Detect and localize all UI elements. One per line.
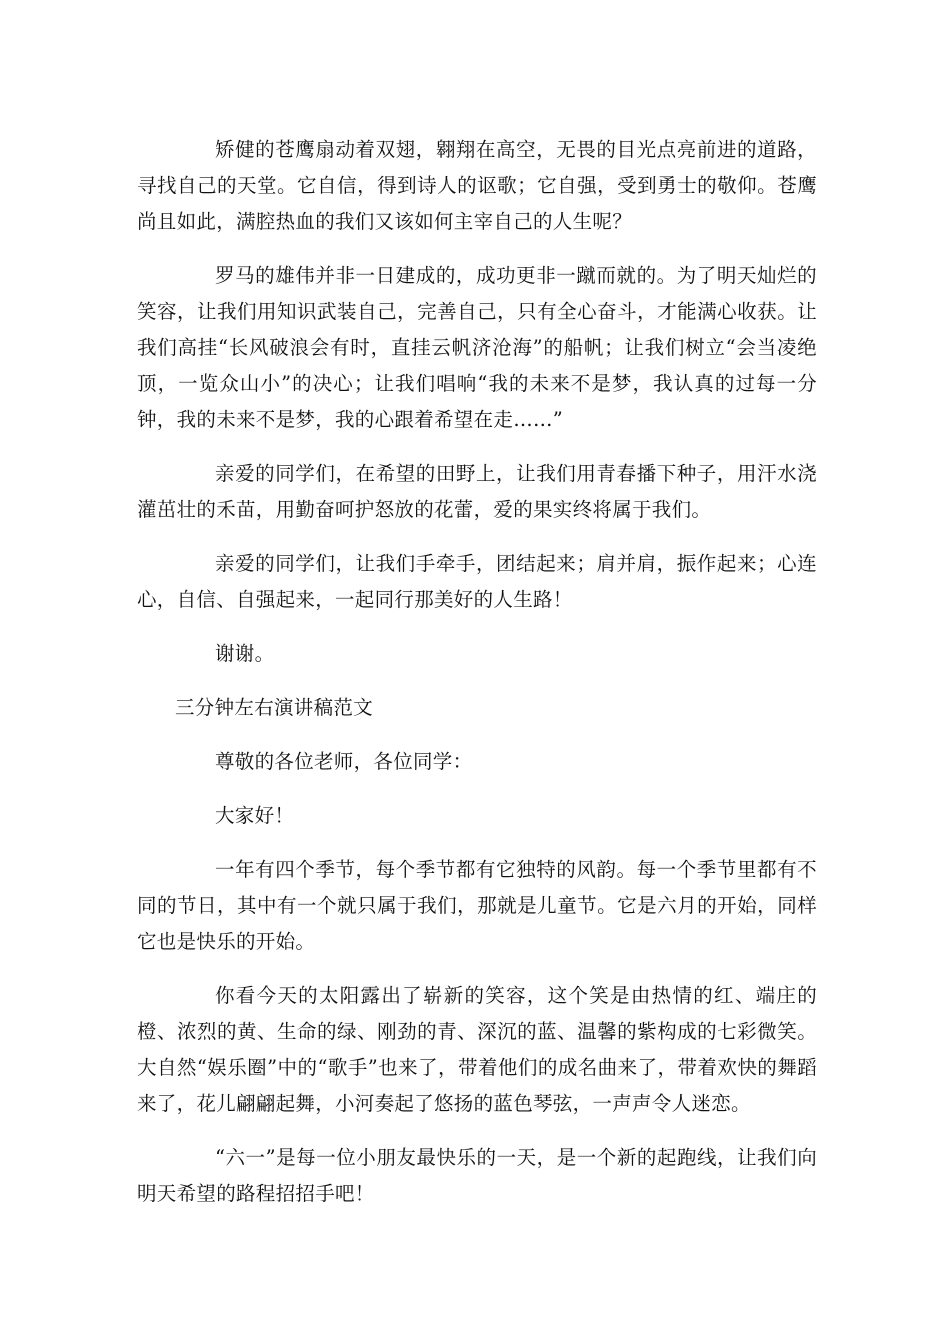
paragraph-salutation: 尊敬的各位老师，各位同学： <box>215 750 473 773</box>
paragraph-greeting: 大家好！ <box>215 804 295 827</box>
paragraph-thanks: 谢谢。 <box>215 642 275 665</box>
paragraph-seasons: 一年有四个季节，每个季节都有它独特的风韵。每一个季节里都有不同的节日，其中有一个就只属于我们，那就是儿童节。它是六月的开始，同样它也是快乐的开始。 <box>137 858 817 953</box>
paragraph-sun-smile: 你看今天的太阳露出了崭新的笑容，这个笑是由热情的红、端庄的橙、浓烈的黄、生命的绿、刚劲的青、深沉的蓝、温馨的紫构成的七彩微笑。大自然“娱乐圈”中的“歌手”也来了，带着他们的成名曲来了，带着欢快的舞蹈来了，花儿翩翩起舞，小河奏起了悠扬的蓝色琴弦，一声声令人迷恋。 <box>137 984 817 1115</box>
paragraph-childrens-day: “六一”是每一位小朋友最快乐的一天，是一个新的起跑线，让我们向明天希望的路程招招手吧！ <box>137 1146 817 1205</box>
paragraph-eagle: 矫健的苍鹰扇动着双翅，翱翔在高空，无畏的目光点亮前进的道路，寻找自己的天堂。它自信，得到诗人的讴歌；它自强，受到勇士的敬仰。苍鹰尚且如此，满腔热血的我们又该如何主宰自己的人生呢？ <box>137 138 817 233</box>
paragraph-hope-field: 亲爱的同学们，在希望的田野上，让我们用青春播下种子，用汗水浇灌茁壮的禾苗，用勤奋呵护怒放的花蕾，爱的果实终将属于我们。 <box>137 462 817 521</box>
paragraph-rome: 罗马的雄伟并非一日建成的，成功更非一蹴而就的。为了明天灿烂的笑容，让我们用知识武装自己，完善自己，只有全心奋斗，才能满心收获。让我们高挂“长风破浪会有时，直挂云帆济沧海”的船帆；让我们树立“会当凌绝顶，一览众山小”的决心；让我们唱响“我的未来不是梦，我认真的过每一分钟，我的未来不是梦，我的心跟着希望在走……” <box>137 264 817 431</box>
paragraph-hand-in-hand: 亲爱的同学们，让我们手牵手，团结起来；肩并肩，振作起来；心连心，自信、自强起来，一起同行那美好的人生路！ <box>137 552 817 611</box>
document-body <box>137 132 817 1230</box>
section-title: 三分钟左右演讲稿范文 <box>175 696 374 719</box>
